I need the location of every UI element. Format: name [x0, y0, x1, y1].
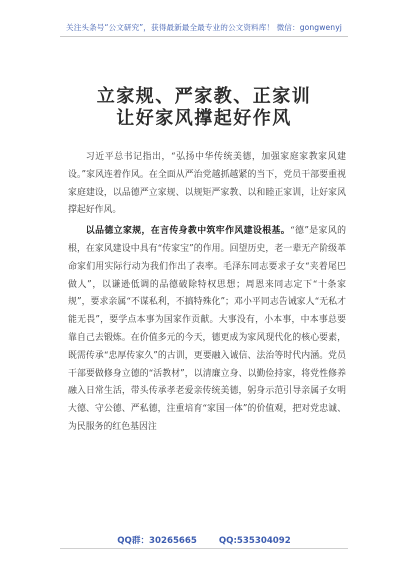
paragraph-virtue	[68, 223, 346, 437]
footer-contact	[0, 534, 408, 546]
paragraph-lead-bold: 以品德立家规，在言传身教中筑牢作风建设根基。	[85, 226, 291, 237]
document-body	[68, 149, 346, 437]
paragraph-intro: 习近平总书记指出，“弘扬中华传统美德，加强家庭家教家风建设。”家风连着作风。在全面从严治党越抓越紧的当下，党员干部要重视家庭建设，以品德严立家规、以规矩严家教、以和睦正家训，让好家风撑起好作风。	[68, 152, 346, 216]
document-subtitle: 让好家风撑起好作风	[116, 108, 292, 129]
header-banner: 关注头条号“公文研究”，获得最新最全最专业的公文资料库！ 微信：gongwenyj	[66, 23, 342, 32]
footer-divider	[60, 548, 348, 549]
qq-group-text: QQ群：30265665	[117, 536, 197, 546]
document-title: 立家规、严家教、正家训	[96, 86, 312, 107]
header-divider	[60, 36, 348, 37]
paragraph-virtue-text: “德”是家风的根，在家风建设中具有“传家宝”的作用。回望历史，老一辈无产阶级革命家们用实际行动为我们作出了表率。毛泽东同志要求子女“夹着尾巴做人”，以谦逊低调的品德破除特权思想；周恩来同志定下“十条家规”，要求亲属“不谋私利，不搞特殊化”；邓小平同志告诫家人“无私才能无畏”，要学点本事为国家作贡献。大事没有，小本事，中本事总要靠自己去锻炼。在价值多元的今天，德更成为家风现代化的核心要素，既需传承“忠厚传家久”的古训，更要融入诚信、法治等时代内涵。党员干部要做修身立德的“活教材”，以清廉立身、以勤俭持家，将党性修养融入日常生活，带头传承孝老爱亲传统美德，躬身示范引导亲属子女明大德、守公德、严私德，注重培育“家国一体”的价值观，把对党忠诚、为民服务的红色基因注	[68, 226, 347, 432]
qq-text: QQ:535304092	[218, 536, 291, 546]
